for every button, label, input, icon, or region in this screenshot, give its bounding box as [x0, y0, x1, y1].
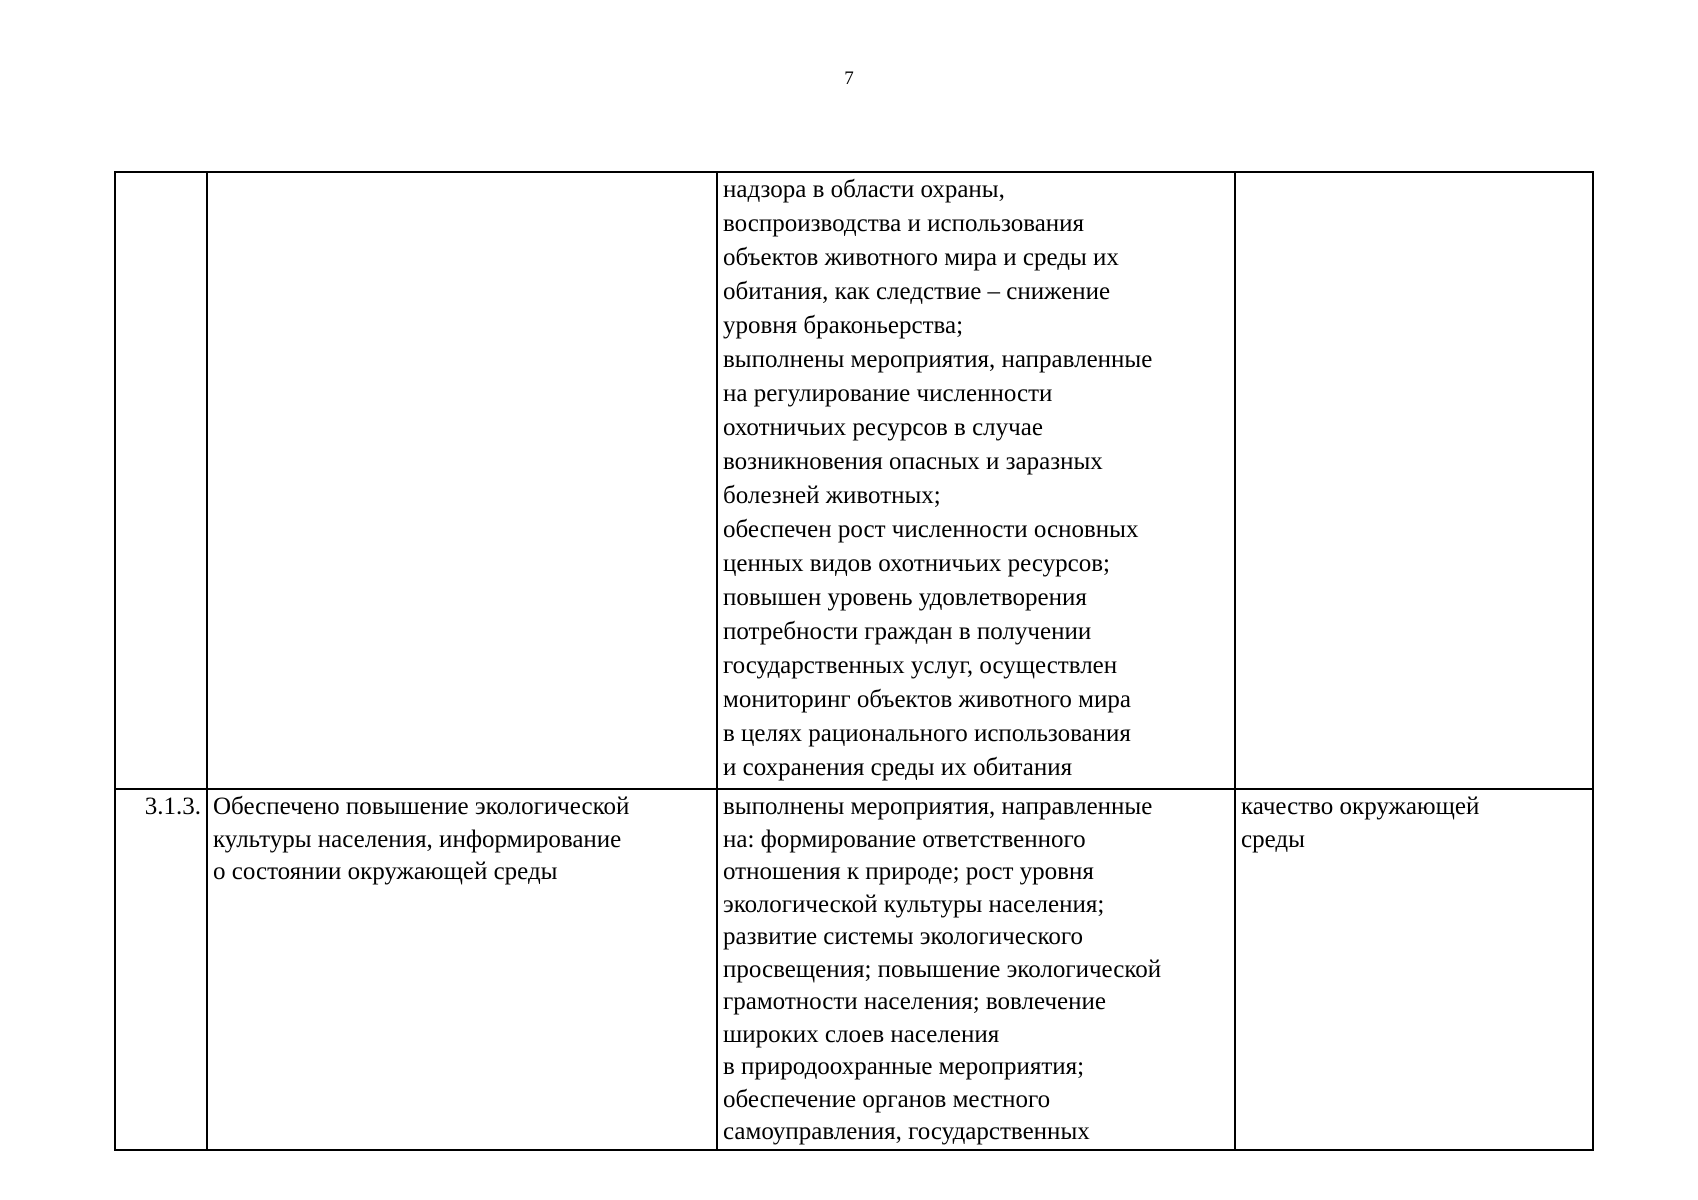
indicator-cell — [1235, 789, 1593, 1150]
activity-line: мониторинг объектов животного мира — [723, 686, 1131, 713]
activity-line: экологической культуры населения; — [723, 890, 1105, 918]
activity-line: государственных услуг, осуществлен — [723, 652, 1118, 679]
activity-line: повышен уровень удовлетворения — [723, 584, 1087, 611]
activity-line: развитие системы экологического — [723, 923, 1084, 950]
result-line: о состоянии окружающей среды — [213, 858, 558, 885]
activity-line: болезней животных; — [723, 482, 941, 509]
activity-line: на регулирование численности — [723, 380, 1053, 407]
activity-line: потребности граждан в получении — [723, 618, 1092, 645]
activity-line: уровня браконьерства; — [723, 312, 964, 339]
activity-line: обитания, как следствие – снижение — [723, 278, 1111, 305]
activity-line: ценных видов охотничьих ресурсов; — [723, 550, 1110, 577]
result-cell — [207, 172, 717, 789]
page-number: 7 — [844, 68, 854, 89]
activity-line: обеспечение органов местного — [723, 1085, 1051, 1113]
activity-cell — [717, 789, 1235, 1150]
activity-line: возникновения опасных и заразных — [723, 448, 1103, 475]
activity-line: в природоохранные мероприятия; — [723, 1053, 1085, 1080]
row-number-cell: 3.1.3. — [115, 789, 207, 1150]
activity-line: охотничьих ресурсов в случае — [723, 414, 1043, 441]
row-number-cell — [115, 172, 207, 789]
activity-line: надзора в области охраны, — [723, 176, 1005, 203]
program-table — [114, 171, 1594, 1151]
result-line: культуры населения, информирование — [213, 825, 622, 853]
table-row — [115, 789, 1593, 1150]
result-line: Обеспечено повышение экологической — [213, 793, 630, 820]
activity-line: отношения к природе; рост уровня — [723, 858, 1094, 885]
activity-cell — [717, 172, 1235, 789]
activity-line: объектов животного мира и среды их — [723, 244, 1119, 271]
activity-line: широких слоев населения — [723, 1020, 1000, 1048]
activity-line: воспроизводства и использования — [723, 210, 1085, 237]
activity-line: на: формирование ответственного — [723, 825, 1086, 853]
indicator-line: среды — [1241, 825, 1305, 853]
activity-line: выполнены мероприятия, направленные — [723, 793, 1153, 820]
activity-line: самоуправления, государственных — [723, 1118, 1090, 1145]
activity-line: просвещения; повышение экологической — [723, 955, 1162, 983]
activity-line: в целях рационального использования — [723, 720, 1131, 747]
activity-line: обеспечен рост численности основных — [723, 516, 1139, 543]
activity-line: грамотности населения; вовлечение — [723, 988, 1106, 1015]
table-row — [115, 172, 1593, 789]
result-cell — [207, 789, 717, 1150]
indicator-line: качество окружающей — [1241, 793, 1480, 820]
activity-line: и сохранения среды их обитания — [723, 754, 1073, 781]
indicator-cell — [1235, 172, 1593, 789]
activity-line: выполнены мероприятия, направленные — [723, 346, 1153, 373]
